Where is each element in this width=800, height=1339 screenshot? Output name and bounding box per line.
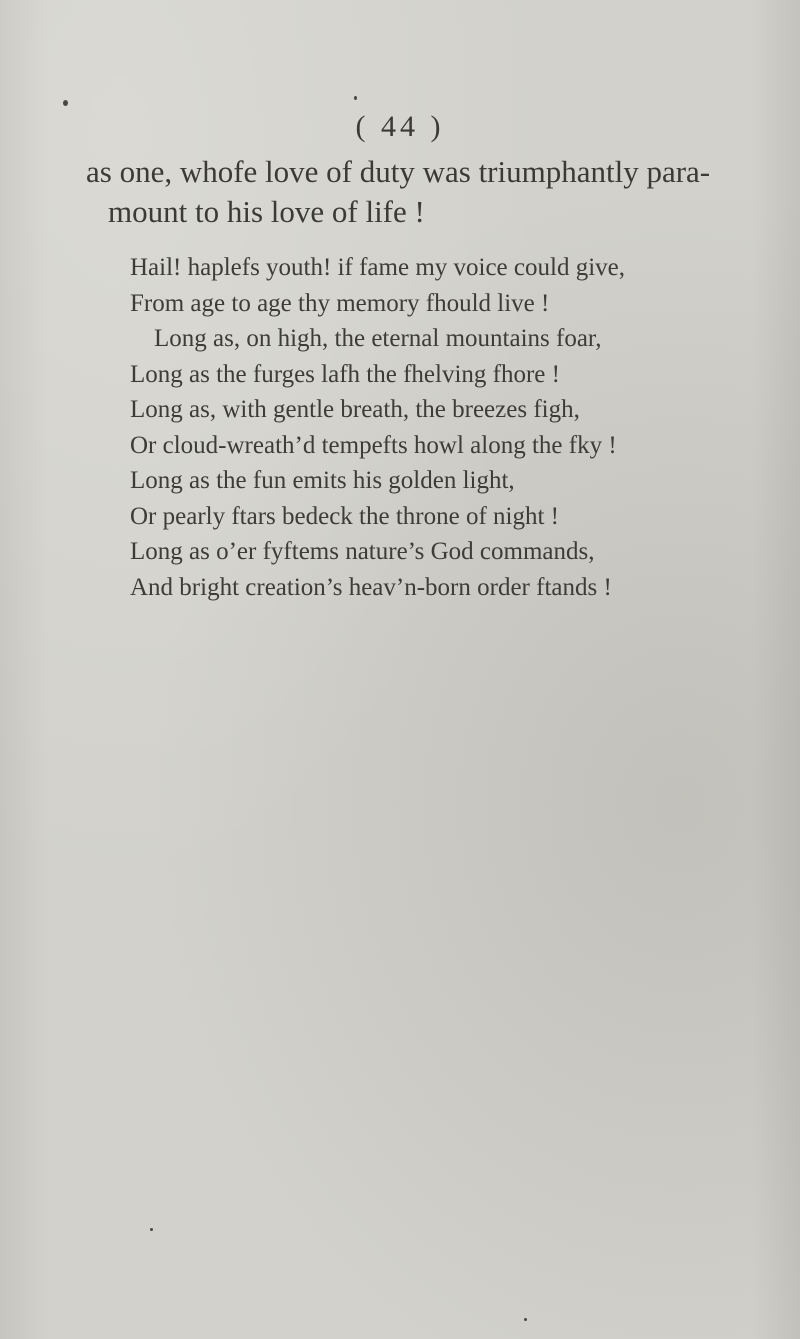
prose-line: mount to his love of life ! — [108, 194, 425, 229]
page-number: ( 44 ) — [355, 110, 445, 143]
poem-line: Long as the fun emits his golden light, — [130, 467, 515, 494]
ink-speck — [354, 96, 357, 100]
poem-line: Long as o’er fyftems nature’s God commands, — [130, 538, 595, 565]
poem-line: Long as the furges lafh the fhelving fhore ! — [130, 360, 560, 388]
ink-speck — [524, 1318, 527, 1321]
ink-speck — [150, 1228, 153, 1231]
poem-stanza — [130, 250, 690, 605]
poem-line: Long as, with gentle breath, the breezes figh, — [130, 396, 580, 423]
poem-line: Hail! haplefs youth! if fame my voice could give, — [130, 254, 625, 281]
prose-line: as one, whofe love of duty was triumphantly para- — [86, 154, 711, 189]
poem-line: Or cloud-wreath’d tempefts howl along the fky ! — [130, 431, 617, 459]
prose-paragraph — [86, 152, 786, 232]
poem-line: From age to age thy memory fhould live ! — [130, 289, 550, 317]
ink-speck — [63, 100, 68, 106]
poem-line: And bright creation’s heav’n-born order ftands ! — [130, 573, 612, 601]
poem-line: Long as, on high, the eternal mountains foar, — [154, 325, 602, 352]
poem-line: Or pearly ftars bedeck the throne of night ! — [130, 502, 560, 530]
